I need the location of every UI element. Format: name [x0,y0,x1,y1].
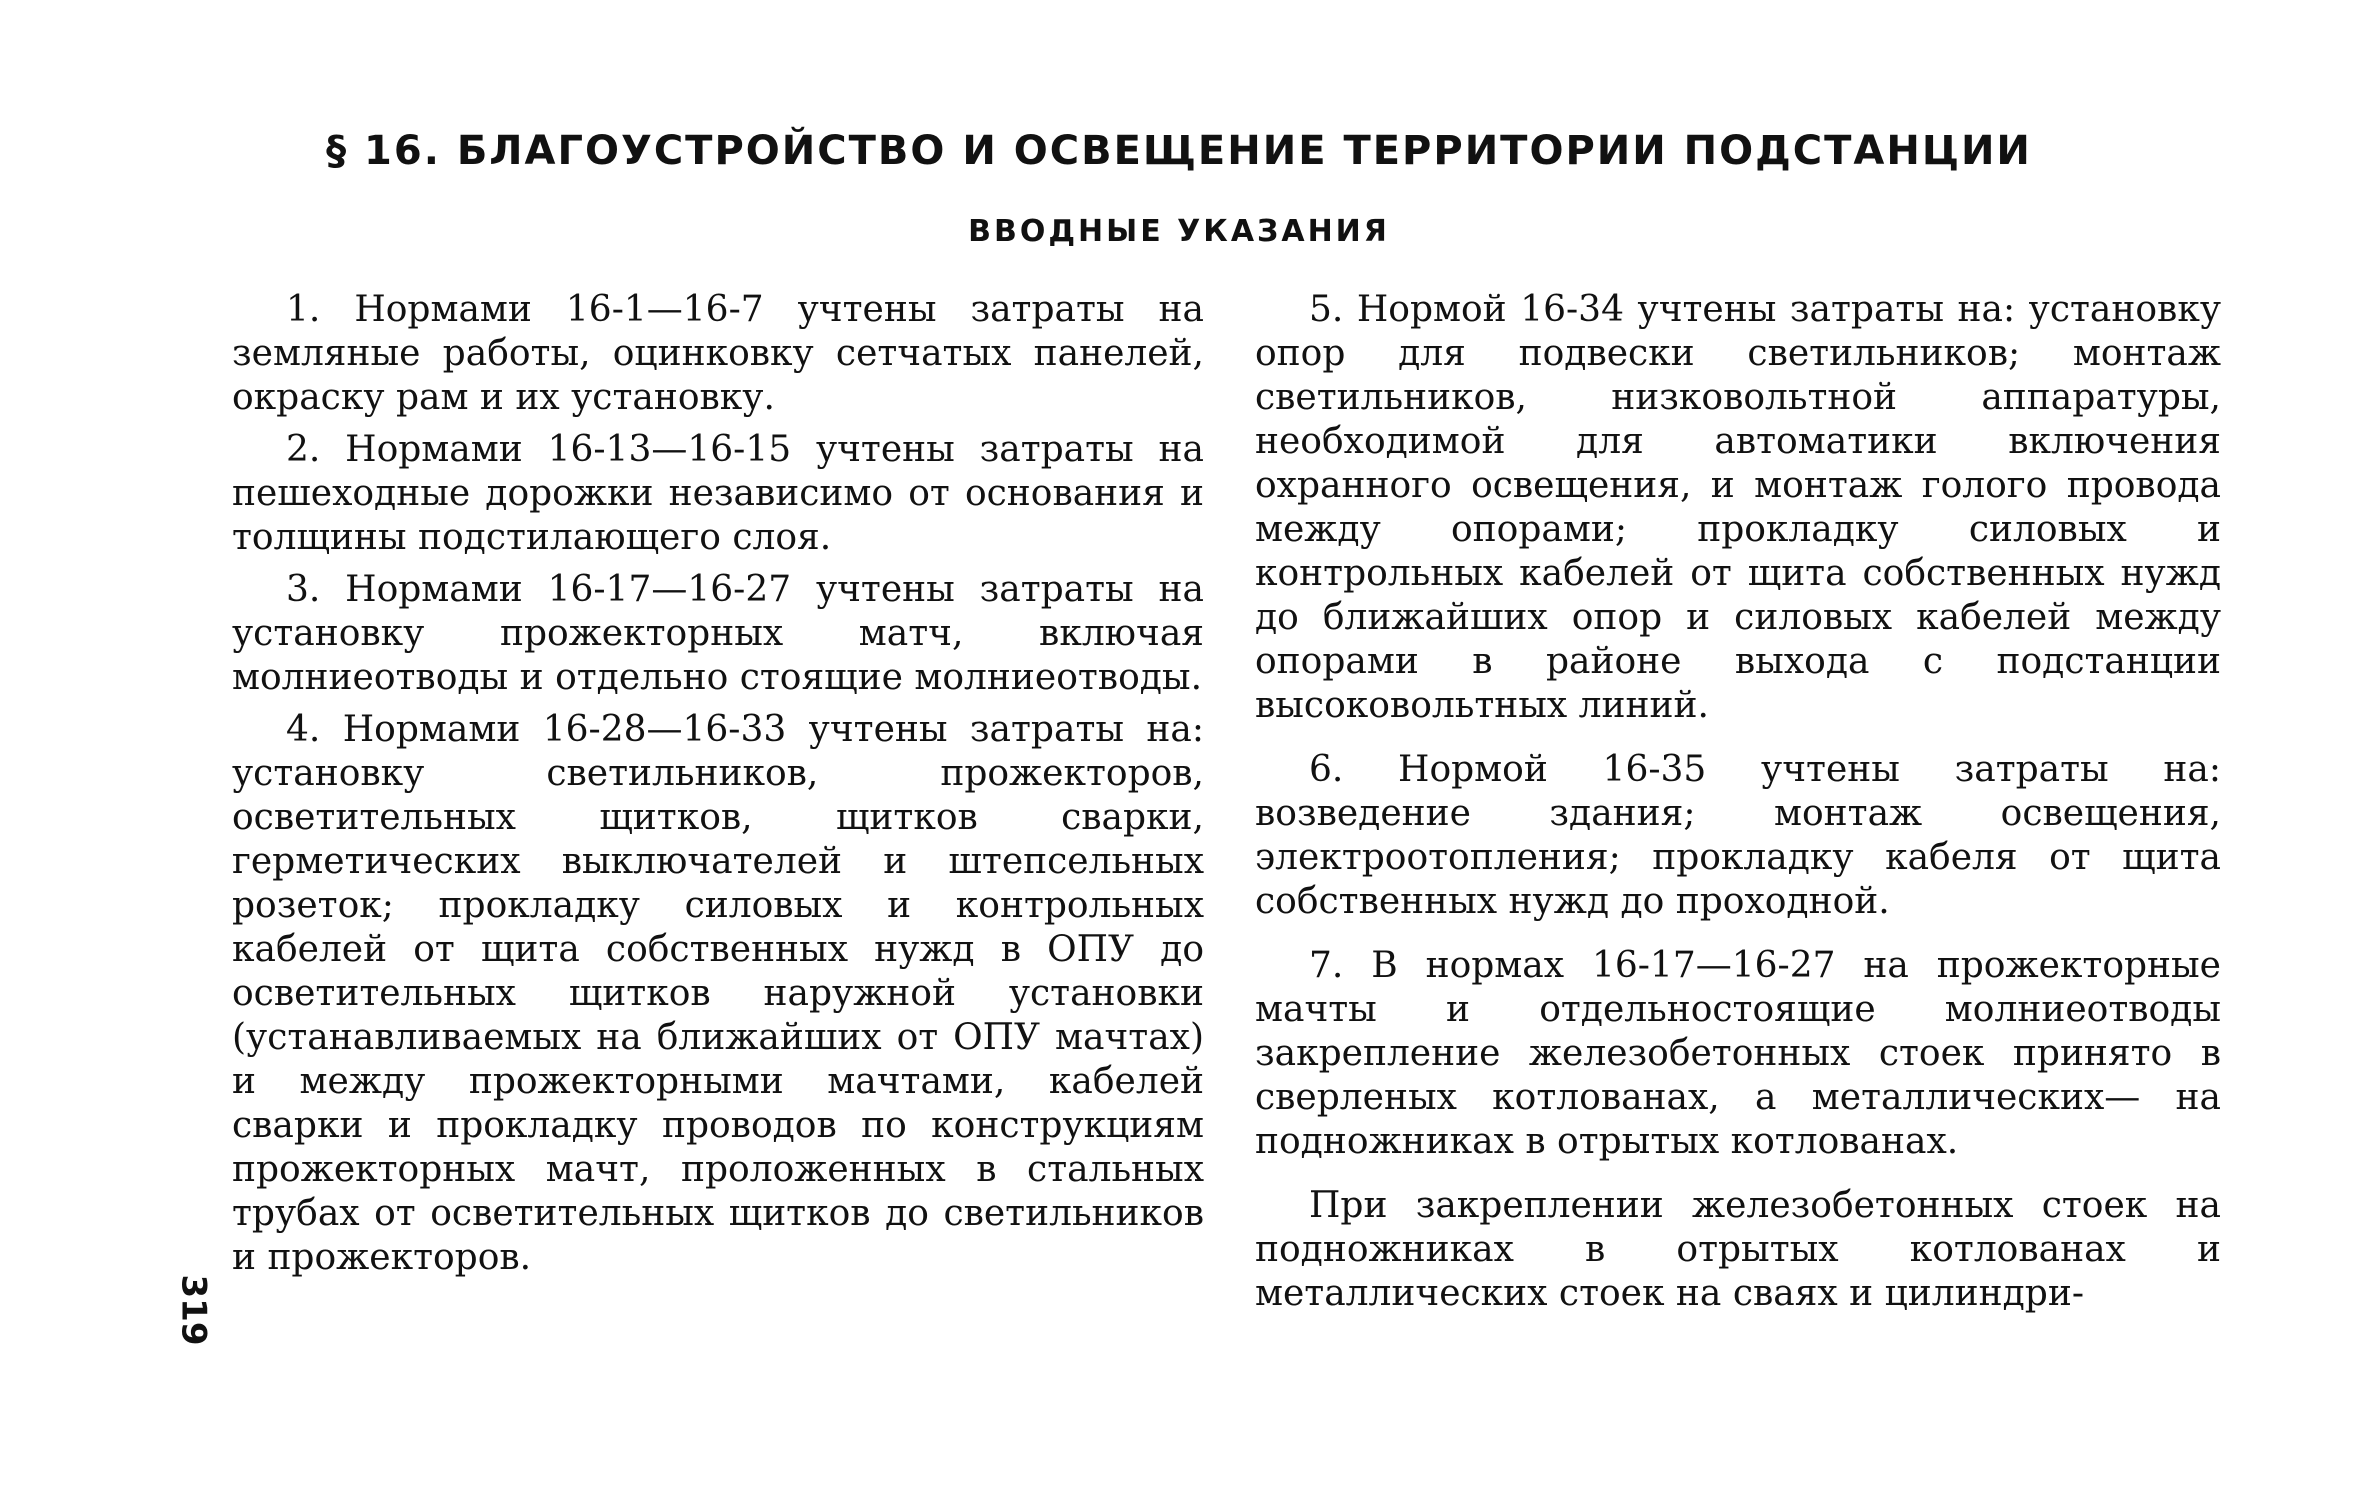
section-subtitle: ВВОДНЫЕ УКАЗАНИЯ [968,214,1390,249]
paragraph-8: При закреплении железобетонных стоек на подножниках в отрытых котлованах и металлических стоек на сваях и цилиндри- [1255,1185,2221,1314]
paragraph-3: 3. Нормами 16-17—16-27 учтены затраты на установку прожекторных матч, включая молниеотводы и отдельно стоящие молниеотводы. [232,569,1204,698]
paragraph-4: 4. Нормами 16-28—16-33 учтены затраты на: установку светильников, прожекторов, осветительных щитков, щитков сварки, герметических выключателей и штепсельных розеток; прокладку силовых и контрольных кабелей от щита собственных нужд в ОПУ до осветительных щитков наружной установки (устанавливаемых на ближайших от ОПУ мачтах) и между прожекторными мачтами, кабелей сварки и прокладку проводов по конструкциям прожекторных мачт, проложенных в стальных трубах от осветительных щитков до светильников и прожекторов. [232,709,1204,1278]
paragraph-5: 5. Нормой 16-34 учтены затраты на: установку опор для подвески светильников; монтаж светильников, низковольтной аппаратуры, необходимой для автоматики включения охранного освещения, и монтаж голого провода между опорами; прокладку силовых и контрольных кабелей от щита собственных нужд до ближайших опор и силовых кабелей между опорами в районе выхода с подстанции высоковольтных линий. [1255,289,2221,726]
left-column [232,288,1204,1288]
paragraph-7: 7. В нормах 16-17—16-27 на прожекторные мачты и отдельностоящие молниеотводы закрепление железобетонных стоек принято в сверленых котлованах, а металлических— на подножниках в отрытых котлованах. [1255,945,2221,1162]
paragraph-1: 1. Нормами 16-1—16-7 учтены затраты на земляные работы, оцинковку сетчатых панелей, окраску рам и их установку. [232,289,1204,418]
paragraph-2: 2. Нормами 16-13—16-15 учтены затраты на пешеходные дорожки независимо от основания и толщины подстилающего слоя. [232,429,1204,558]
page-number: 319 [173,1274,214,1346]
paragraph-6: 6. Нормой 16-35 учтены затраты на: возведение здания; монтаж освещения, электроотопления; прокладку кабеля от щита собственных нужд до проходной. [1255,749,2221,922]
right-column [1255,288,2221,1324]
page-title: § 16. БЛАГОУСТРОЙСТВО И ОСВЕЩЕНИЕ ТЕРРИТОРИИ ПОДСТАНЦИИ [326,128,2032,174]
